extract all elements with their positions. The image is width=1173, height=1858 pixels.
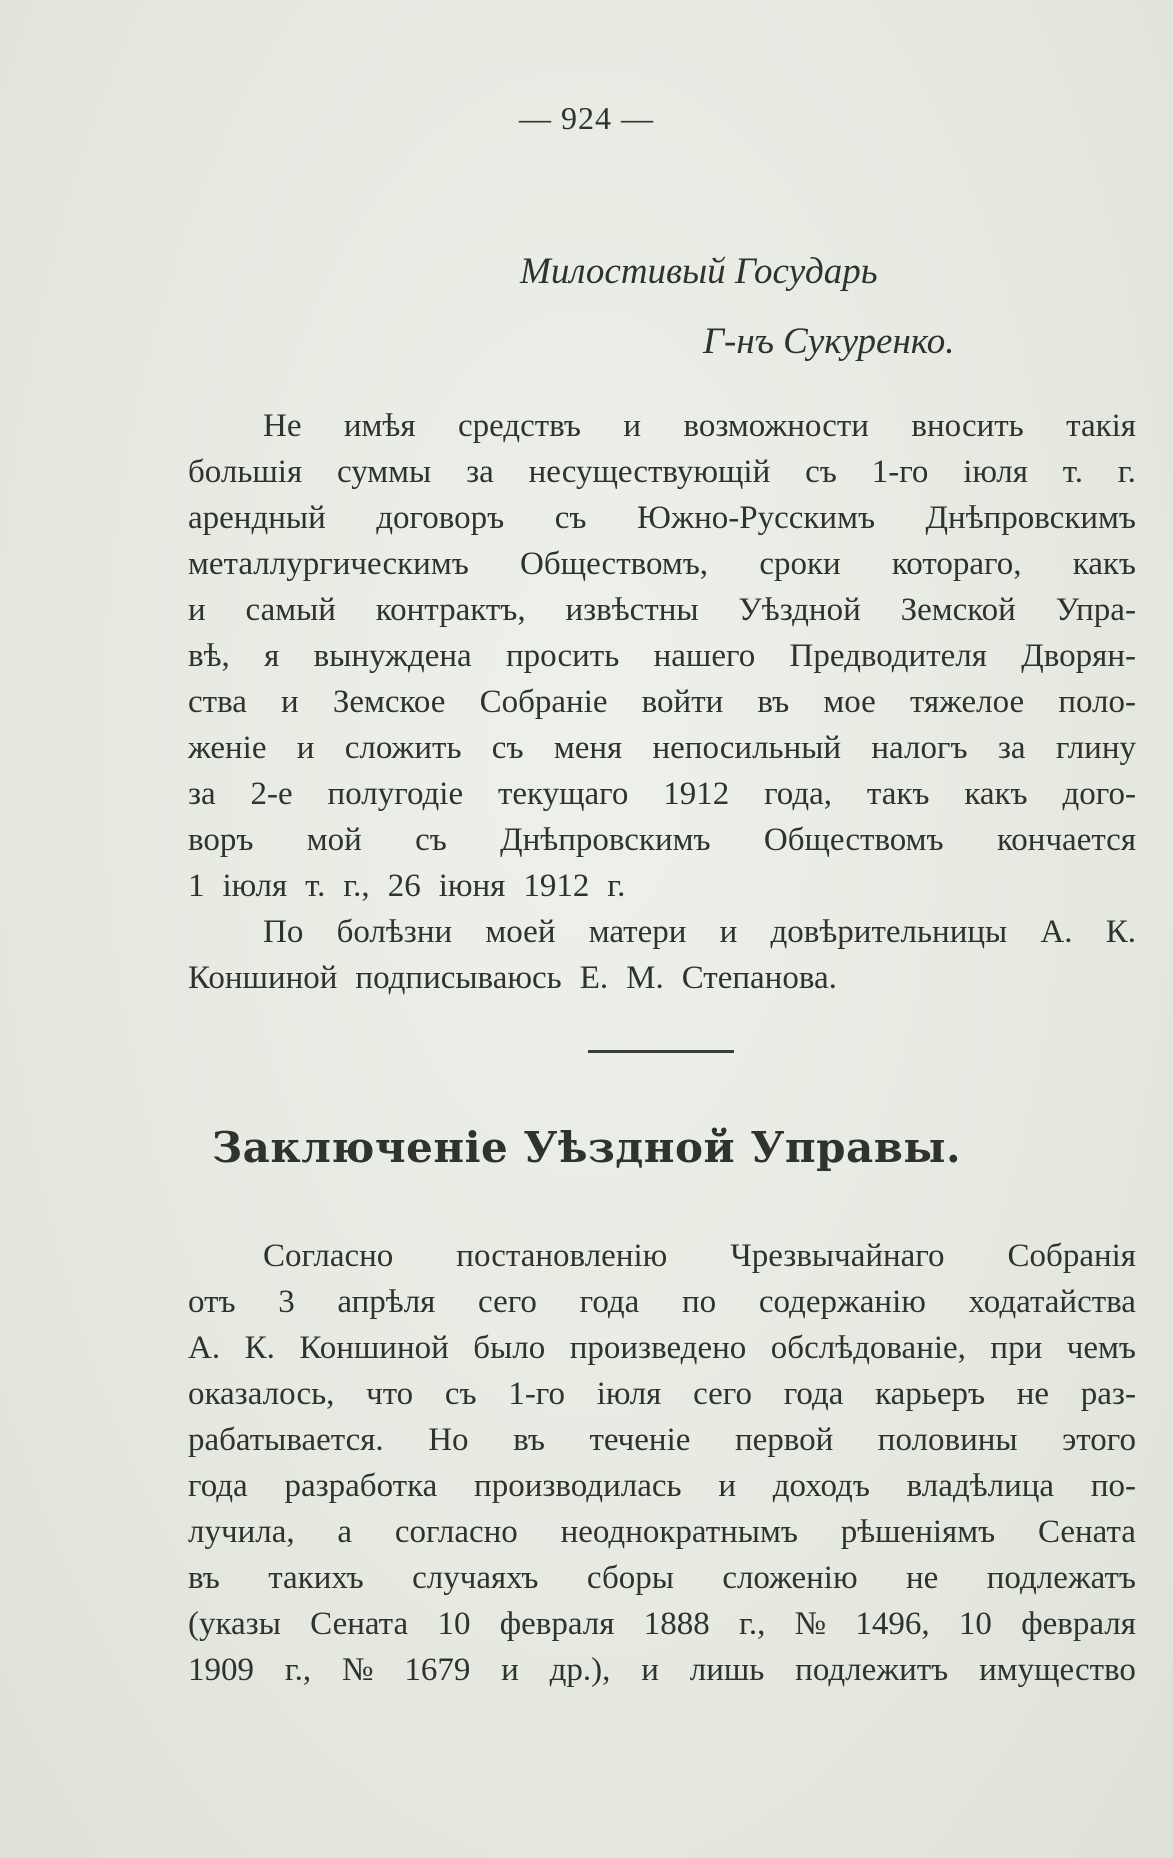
word: г. [1117,454,1136,490]
letter-paragraph-1 [188,403,1136,909]
word: № [341,1652,374,1688]
word: отъ [188,1284,236,1320]
word: Е. [579,960,609,996]
text-line [188,449,1136,495]
word: февраля [1021,1606,1136,1642]
word: Земской [900,592,1016,628]
word: Обществомъ, [520,546,709,582]
word: Сената [310,1606,409,1642]
word: 1909 [188,1652,254,1688]
word: сложить [344,730,462,766]
salutation-line-1: Милостивый Государь [520,251,878,292]
word: не [906,1560,939,1596]
section-heading: Заключеніе Уѣздной Управы. [211,1123,962,1172]
word: Днѣпровскимъ [925,500,1136,536]
conclusion-paragraph [188,1233,1136,1693]
word: Коншиной [188,960,338,996]
word: года, [764,776,833,812]
word: договоръ [376,500,505,536]
word: Упра- [1055,592,1136,628]
word: суммы [337,454,432,490]
word: постановленію [456,1238,668,1274]
word: при [990,1330,1043,1366]
word: 10 [437,1606,471,1642]
word: полугодіе [327,776,464,812]
word: арендный [188,500,326,536]
word: сего [693,1376,752,1412]
word: 1912 [663,776,730,812]
word: доходъ [772,1468,870,1504]
word: съ [554,500,587,536]
word: г. [607,868,626,904]
word: обслѣдованіе, [770,1330,966,1366]
text-line [188,1417,1136,1463]
word: раз- [1080,1376,1136,1412]
word: К. [1105,914,1136,950]
word: и [641,1652,659,1688]
word: 1 [188,868,205,904]
page-number: — 924 — [519,100,654,136]
word: такихъ [268,1560,364,1596]
word: подлежатъ [986,1560,1136,1596]
word: вѣ, [188,638,230,674]
word: А. [1040,914,1073,950]
word: и [623,408,642,444]
text-line [188,955,1136,1001]
word: Уѣздной [738,592,861,628]
word: теченіе [589,1422,691,1458]
word: текущаго [497,776,629,812]
word: какъ [964,776,1028,812]
word: и [281,684,299,720]
word: іюля [596,1376,662,1412]
word: подписываюсь [355,960,562,996]
word: 10 [958,1606,992,1642]
text-line [188,633,1136,679]
word: содержанію [758,1284,926,1320]
word: котораго, [891,546,1022,582]
word: сборы [586,1560,674,1596]
word: первой [734,1422,834,1458]
word: нашего [653,638,756,674]
word: довѣрительницы [770,914,1008,950]
word: ходатайства [968,1284,1136,1320]
word: К. [244,1330,275,1366]
text-line [188,863,1136,909]
word: 1-го [508,1376,566,1412]
word: возможности [683,408,869,444]
word: Чрезвычайнаго [730,1238,945,1274]
word: іюня [438,868,506,904]
word: г., [739,1606,766,1642]
word: случаяхъ [412,1560,539,1596]
word: Сената [1037,1514,1136,1550]
word: 1679 [404,1652,471,1688]
word: производилась [474,1468,682,1504]
word: въ [188,1560,220,1596]
word: 26 [387,868,421,904]
word: по [681,1284,717,1320]
word: такъ [866,776,930,812]
word: не [1016,1376,1050,1412]
word: Не [263,408,302,444]
word: съ [805,454,837,490]
word: Собраніе [479,684,608,720]
word: тяжелое [909,684,1025,720]
text-line [188,1601,1136,1647]
word: А. [188,1330,221,1366]
word: Степанова. [681,960,837,996]
word: въ [513,1422,545,1458]
word: лишь [689,1652,765,1688]
text-line [188,1555,1136,1601]
word: по- [1090,1468,1136,1504]
word: т. [305,868,326,904]
word: рѣшеніямъ [840,1514,996,1550]
text-line [188,817,1136,863]
word: апрѣля [337,1284,436,1320]
word: за [188,776,216,812]
salutation-line-2: Г-нъ Сукуренко. [703,321,955,362]
word: подлежитъ [795,1652,949,1688]
word: 1888 [643,1606,710,1642]
word: Предводителя [789,638,987,674]
word: февраля [499,1606,615,1642]
word: г., [343,868,370,904]
word: что [366,1376,414,1412]
word: мое [823,684,876,720]
section-divider [588,1050,734,1053]
word: неоднократнымъ [560,1514,798,1550]
word: этого [1062,1422,1136,1458]
word: года [783,1376,844,1412]
word: половины [877,1422,1018,1458]
word: болѣзни [336,914,453,950]
text-line [188,403,1136,449]
word: года [579,1284,640,1320]
word: и [718,1468,736,1504]
text-line [188,909,1136,955]
word: т. [1062,454,1083,490]
word: По [263,914,304,950]
word: Дворян- [1021,638,1136,674]
word: извѣстны [565,592,699,628]
text-line [188,1463,1136,1509]
word: за [997,730,1026,766]
word: металлургическимъ [188,546,469,582]
word: произведено [569,1330,747,1366]
word: съ [415,822,447,858]
word: мой [306,822,362,858]
word: сложенію [722,1560,858,1596]
word: № [794,1606,827,1642]
text-line [188,679,1136,725]
word: сроки [759,546,841,582]
word: чемъ [1066,1330,1136,1366]
text-line [188,1279,1136,1325]
word: Собранія [1007,1238,1136,1274]
word: вынуждена [313,638,472,674]
word: Днѣпровскимъ [500,822,711,858]
word: поло- [1058,684,1136,720]
word: средствъ [457,408,581,444]
word: и [188,592,206,628]
word: съ [444,1376,477,1412]
word: іюля [222,868,288,904]
word: года [188,1468,248,1504]
word: большія [188,454,303,490]
word: Обществомъ [763,822,944,858]
word: непосильный [652,730,842,766]
word: сего [478,1284,537,1320]
word: карьеръ [875,1376,986,1412]
word: ства [188,684,247,720]
word: М. [626,960,664,996]
word: имѣя [343,408,416,444]
word: матери [588,914,687,950]
word: я [264,638,280,674]
word: Согласно [263,1238,394,1274]
text-line [188,1325,1136,1371]
text-line [188,1371,1136,1417]
text-line [188,1233,1136,1279]
word: какъ [1072,546,1136,582]
word: владѣлица [906,1468,1055,1504]
word: имущество [979,1652,1136,1688]
word: меня [553,730,623,766]
word: Земское [332,684,446,720]
word: и [501,1652,519,1688]
text-line [188,495,1136,541]
word: 1496, [855,1606,930,1642]
word: 3 [278,1284,295,1320]
text-line [188,1509,1136,1555]
word: др.), [549,1652,611,1688]
word: дого- [1062,776,1136,812]
word: 2-е [250,776,293,812]
word: оказалось, [188,1376,335,1412]
word: такія [1066,408,1136,444]
text-line [188,541,1136,587]
letter-paragraph-2 [188,909,1136,1001]
word: іюля [963,454,1028,490]
word: и [719,914,738,950]
word: и [296,730,315,766]
word: въ [757,684,790,720]
word: согласно [394,1514,518,1550]
word: съ [491,730,524,766]
word: войти [641,684,724,720]
word: за [466,454,494,490]
word: кончается [996,822,1136,858]
word: самый [245,592,336,628]
word: 1912 [523,868,590,904]
text-line [188,587,1136,633]
word: глину [1055,730,1136,766]
word: (указы [188,1606,281,1642]
word: просить [506,638,620,674]
word: г., [284,1652,312,1688]
word: налогъ [871,730,968,766]
word: рабатывается. [188,1422,384,1458]
word: лучила, [188,1514,295,1550]
word: вносить [911,408,1024,444]
word: женіе [188,730,267,766]
word: Но [428,1422,469,1458]
word: контрактъ, [375,592,526,628]
text-line [188,725,1136,771]
word: было [473,1330,546,1366]
word: а [337,1514,353,1550]
word: моей [485,914,556,950]
text-line [188,771,1136,817]
word: Южно-Русскимъ [636,500,876,536]
word: 1-го [871,454,929,490]
word: несуществующій [528,454,771,490]
word: воръ [188,822,254,858]
word: разработка [284,1468,438,1504]
text-line [188,1647,1136,1693]
word: Коншиной [299,1330,449,1366]
